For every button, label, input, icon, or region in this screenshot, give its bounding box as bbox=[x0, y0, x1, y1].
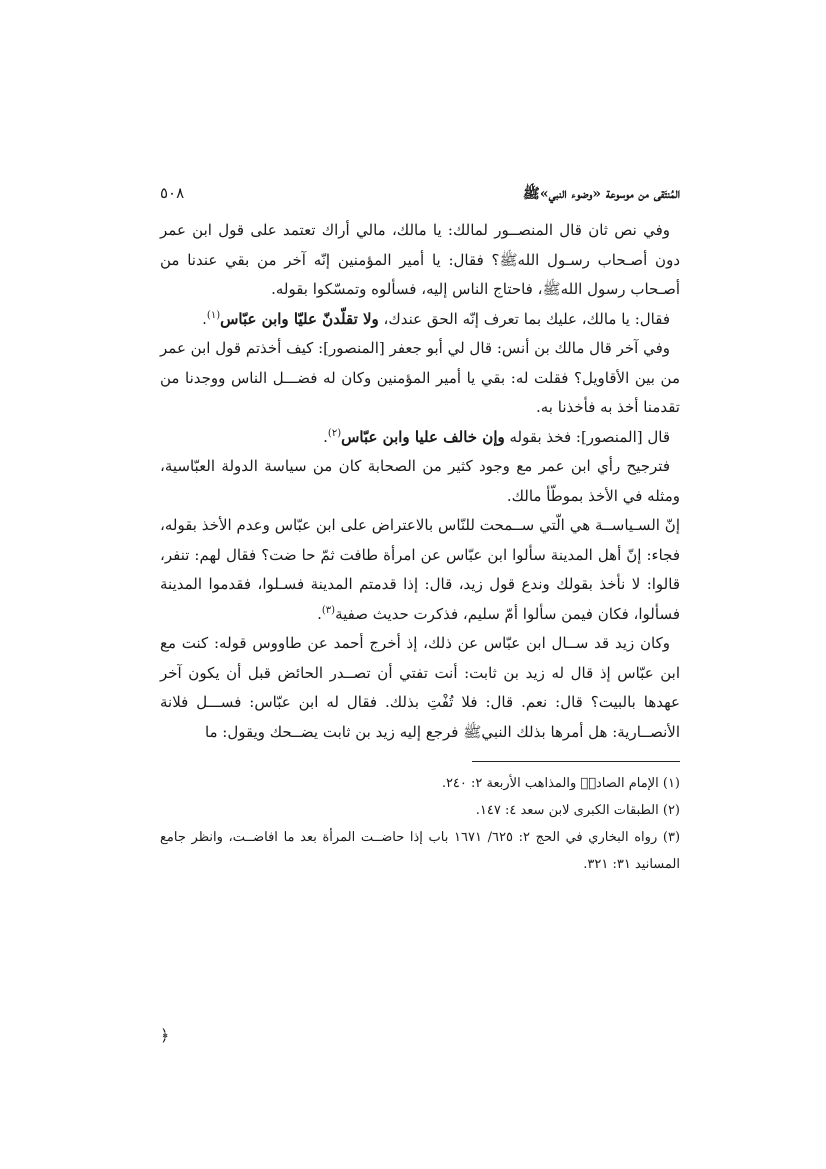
footnote-separator bbox=[160, 747, 680, 770]
page-number: ٥٠٨ bbox=[160, 184, 185, 202]
paragraph: فترجيح رأي ابن عمر مع وجود كثير من الصحابة كان من سياسة الدولة العبّاسية، ومثله في الأخذ بموطّأ مالك. bbox=[160, 457, 680, 505]
paragraph: فقال: يا مالك، عليك بما تعرف إنّه الحق عندك، ولا تقلّدنّ عليّا وابن عبّاس$^{(١)}$. bbox=[202, 309, 670, 328]
emphasis: ولا تقلّدنّ عليّا وابن عبّاس bbox=[220, 309, 379, 328]
footnote: (١) الإمام الصادقؑ والمذاهب الأربعة ٢: ٢٤٠. bbox=[441, 776, 680, 791]
page-ornament-icon: ﴿ bbox=[160, 1026, 170, 1045]
paragraph: وفي نص ثان قال المنصــور لمالك: يا مالك، مالي أراك تعتمد على قول ابن عمر دون أصـحاب رسـول اللهﷺ؟ فقال: يا أمير المؤمنين إنّه آخر من بقي عندنا من أصـحاب رسول اللهﷺ، فاحتاج الناس إليه، فسألوه وتمسّكوا بقوله. bbox=[160, 221, 680, 298]
footnote-ref[interactable]: (٢) bbox=[327, 427, 342, 439]
footnote: (٣) رواه البخاري في الحج ٢: ٦٢٥/ ١٦٧١ باب إذا حاضــت المرأة بعد ما افاضــت، وانظر جامع المسانيد ٣١: ٣٢١. bbox=[160, 830, 681, 872]
book-title: المُنتَقى من موسوعة «وضوء النبي»ﷺ bbox=[522, 186, 680, 202]
paragraph: وفي آخر قال مالك بن أنس: قال لي أبو جعفر [المنصور]: كيف أخذتم قول ابن عمر من بين الأقاويل؟ فقلت له: بقي يا أمير المؤمنين وكان له فضـــل الناس ووجدنا من تقدمنا أخذ به فأخذنا به. bbox=[160, 339, 680, 416]
paragraph: وكان زيد قد ســال ابن عبّاس عن ذلك، إذ أخرج أحمد عن طاووس قوله: كنت مع ابن عبّاس إذ قال له زيد بن ثابت: أنت تفتي أن تصــدر الحائض قبل أن يكون آخر عهدها بالبيت؟ قال: نعم. قال: فلا تُفْتِ بذلك. فقال له ابن عبّاس: فســـل فلانة الأنصــارية: هل أمرها بذلك النبيﷺ فرجع إليه زيد بن ثابت يضــحك ويقول: ما bbox=[160, 634, 680, 741]
running-header bbox=[160, 184, 680, 214]
footnote-ref[interactable]: (١) bbox=[206, 309, 221, 321]
emphasis: وإن خالف عليا وابن عبّاس bbox=[341, 427, 505, 446]
footnote: (٢) الطبقات الكبرى لابن سعد ٤: ١٤٧. bbox=[475, 803, 680, 818]
page bbox=[160, 184, 680, 878]
footnote-ref[interactable]: (٣) bbox=[321, 604, 336, 616]
body-text bbox=[160, 216, 680, 747]
paragraph: قال [المنصور]: فخذ بقوله وإن خالف عليا وابن عبّاس$^{(٢)}$. bbox=[323, 427, 670, 446]
paragraph: إنّ السـياســة هي الّتي ســمحت للنّاس بالاعتراض على ابن عبّاس وعدم الأخذ بقوله، فجاء: إنّ أهل المدينة سألوا ابن عبّاس عن امرأة طافت ثمّ حا ضت؟ فقال لهم: تنفر، قالوا: لا نأخذ بقولك وندع قول زيد، قال: إذا قدمتم المدينة فسـلوا، فقدموا المدينة فسألوا، فكان فيمن سألوا أمّ سليم، فذكرت حديث صفية$^{(٣)}$. bbox=[160, 516, 680, 623]
footnotes bbox=[160, 770, 680, 878]
